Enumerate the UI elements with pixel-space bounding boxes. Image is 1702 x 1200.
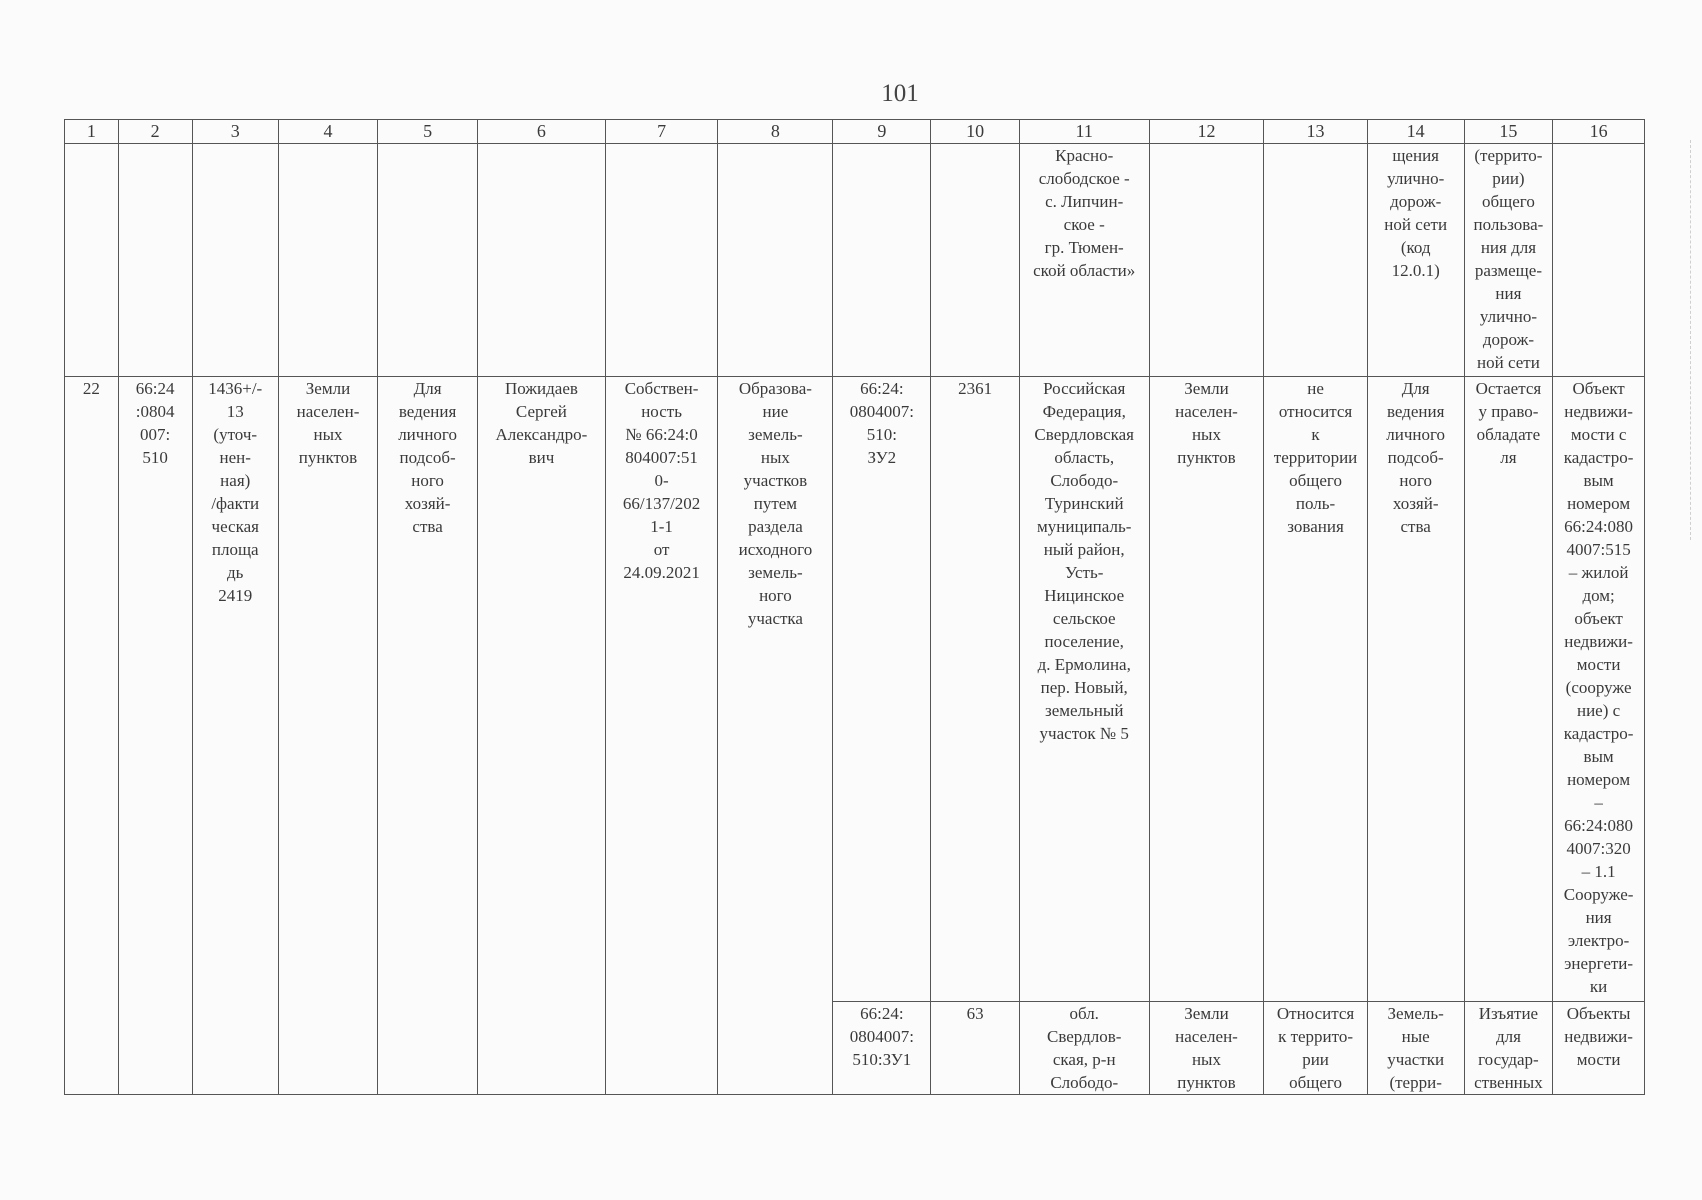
column-number: 11 [1019, 120, 1149, 144]
cell-status-continued: (террито- рии) общего пользова- ния для размеще- ния улично- дорож- ной сети [1464, 144, 1553, 377]
cell-disposition: Остается у право- обладате ля [1464, 377, 1553, 1002]
cell-right: Собствен- ность № 66:24:0 804007:51 0- 66/137/202 1-1 от 24.09.2021 [605, 377, 718, 1095]
scan-edge-mark [1690, 140, 1692, 540]
cell-cadastral-number: 66:24 :0804 007: 510 [118, 377, 192, 1095]
column-number: 10 [931, 120, 1020, 144]
column-number: 12 [1149, 120, 1264, 144]
cell-objects: Объекты недвижи- мости [1553, 1002, 1645, 1095]
page-number: 101 [881, 80, 919, 107]
cell-objects: Объект недвижи- мости с кадастро- вым номером 66:24:080 4007:515 – жилой дом; объект недвижи- мости (сооруже ние) с кадастро- вым номером – 66:24:080 4007:320 – 1.1 Сооруже- ния электро- энергети- ки [1553, 377, 1645, 1002]
column-number-row [65, 120, 1645, 144]
cell-row-number: 22 [65, 377, 119, 1095]
cell-owner: Пожидаев Сергей Александро- вич [478, 377, 606, 1095]
cell-land-category: Земли населен- ных пунктов [278, 377, 377, 1095]
column-number: 7 [605, 120, 718, 144]
column-number: 6 [478, 120, 606, 144]
cell-address: обл. Свердлов- ская, р-н Слободо- [1019, 1002, 1149, 1095]
column-number: 1 [65, 120, 119, 144]
column-number: 2 [118, 120, 192, 144]
column-number: 15 [1464, 120, 1553, 144]
table-row [65, 377, 1645, 1002]
cell-public-territory: не относится к территории общего поль- зования [1264, 377, 1367, 1002]
cell-new-category: Земли населен- ных пунктов [1149, 1002, 1264, 1095]
column-number: 16 [1553, 120, 1645, 144]
cell-new-designation: 66:24: 0804007: 510:ЗУ1 [833, 1002, 931, 1095]
column-number: 9 [833, 120, 931, 144]
cell-new-designation: 66:24: 0804007: 510: ЗУ2 [833, 377, 931, 1002]
column-number: 8 [718, 120, 833, 144]
cell-permitted-use: Для ведения личного подсоб- ного хозяй- ства [378, 377, 478, 1095]
cell-use-continued: щения улично- дорож- ной сети (код 12.0.1) [1367, 144, 1464, 377]
cell-new-use: Земель- ные участки (терри- [1367, 1002, 1464, 1095]
column-number: 4 [278, 120, 377, 144]
cell-address-continued: Красно- слободское - с. Липчин- ское - гр. Тюмен- ской области» [1019, 144, 1149, 377]
column-number: 3 [192, 120, 278, 144]
cell-new-category: Земли населен- ных пунктов [1149, 377, 1264, 1002]
cell-disposition: Изъятие для государ- ственных [1464, 1002, 1553, 1095]
register-table [64, 119, 1645, 1095]
cell-method: Образова- ние земель- ных участков путем раздела исходного земель- ного участка [718, 377, 833, 1095]
column-number: 13 [1264, 120, 1367, 144]
cell-new-use: Для ведения личного подсоб- ного хозяй- ства [1367, 377, 1464, 1002]
column-number: 14 [1367, 120, 1464, 144]
cell-public-territory: Относится к террито- рии общего [1264, 1002, 1367, 1095]
cell-address: Российская Федерация, Свердловская область, Слободо- Туринский муниципаль- ный район, Усть- Ницинское сельское поселение, д. Ермолина, пер. Новый, земельный участок № 5 [1019, 377, 1149, 1002]
column-number: 5 [378, 120, 478, 144]
cell-new-area: 63 [931, 1002, 1020, 1095]
cell-area: 1436+/- 13 (уточ- нен- ная) /факти ческая площа дь 2419 [192, 377, 278, 1095]
continuation-row [65, 144, 1645, 377]
cell-new-area: 2361 [931, 377, 1020, 1002]
